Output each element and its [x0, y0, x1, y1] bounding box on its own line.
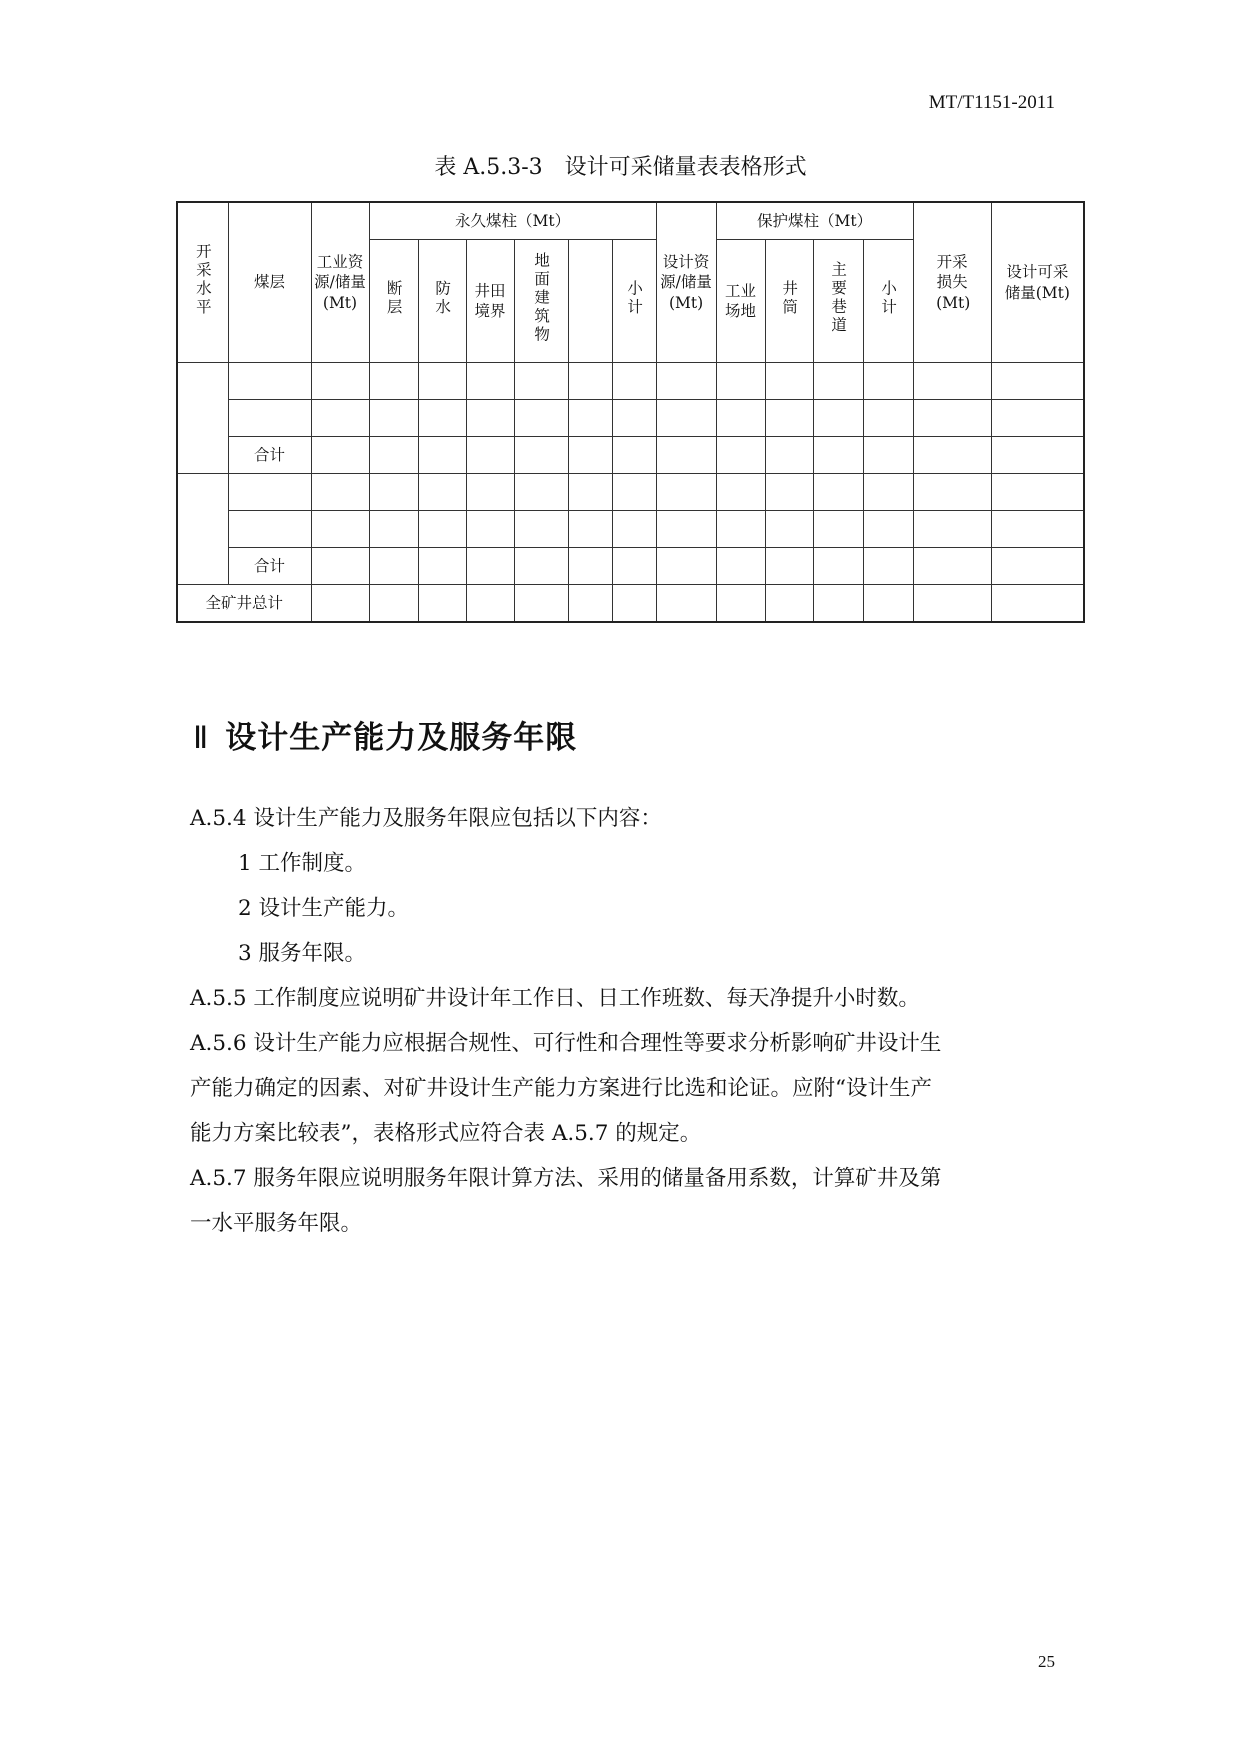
reserves-table-wrapper [176, 201, 1083, 623]
header-permanent-pillar: 永久煤柱（Mt） [369, 202, 656, 240]
header-main-roadway: 主要巷道 [813, 240, 863, 363]
header-shaft: 井筒 [765, 240, 813, 363]
section-number: Ⅱ [193, 720, 210, 755]
standard-code: MT/T1151-2011 [928, 92, 1055, 113]
clause-a56-line2: 产能力确定的因素、对矿井设计生产能力方案进行比选和论证。应附“设计生产 [190, 1076, 932, 1101]
header-coal-seam: 煤层 [228, 202, 311, 363]
header-subtotal: 小计 [612, 240, 656, 363]
section-title-text: 设计生产能力及服务年限 [225, 720, 578, 756]
list-item: 1 工作制度。 [238, 851, 367, 876]
header-protective-pillar: 保护煤柱（Mt） [716, 202, 913, 240]
header-blank [568, 240, 612, 363]
header-waterproof: 防水 [418, 240, 466, 363]
subtotal-row [177, 548, 1084, 585]
header-fault: 断层 [369, 240, 418, 363]
header-row-1 [177, 202, 1084, 240]
header-industrial-site: 工业场地 [716, 240, 765, 363]
clause-a57-line2: 一水平服务年限。 [190, 1211, 363, 1236]
header-mining-level: 开采水平 [177, 202, 228, 363]
subtotal-label: 合计 [228, 437, 311, 474]
table-row [177, 474, 1084, 511]
header-design-reserves: 设计资源/储量(Mt) [656, 202, 716, 363]
table-row [177, 511, 1084, 548]
header-surface-buildings: 地面建筑物 [514, 240, 568, 363]
list-item: 3 服务年限。 [238, 941, 367, 966]
mining-level-cell [177, 474, 228, 585]
clause-a56-line3: 能力方案比较表”，表格形式应符合表 A.5.7 的规定。 [190, 1121, 702, 1146]
section-heading [193, 712, 577, 757]
header-industrial-reserves: 工业资源/储量(Mt) [311, 202, 369, 363]
mining-level-cell [177, 363, 228, 474]
list-item: 2 设计生产能力。 [238, 896, 410, 921]
subtotal-label: 合计 [228, 548, 311, 585]
recoverable-reserves-table [176, 201, 1085, 623]
header-mining-loss: 开采损失(Mt) [913, 202, 991, 363]
clause-a56-line1: A.5.6 设计生产能力应根据合规性、可行性和合理性等要求分析影响矿井设计生 [190, 1031, 942, 1056]
subtotal-row [177, 437, 1084, 474]
grand-total-label: 全矿井总计 [177, 585, 311, 623]
header-field-boundary: 井田境界 [466, 240, 514, 363]
table-row [177, 363, 1084, 400]
body-text [190, 796, 1060, 1246]
table-row [177, 400, 1084, 437]
header-recoverable-reserves: 设计可采储量(Mt) [991, 202, 1084, 363]
header-subtotal-2: 小计 [863, 240, 913, 363]
clause-a55: A.5.5 工作制度应说明矿井设计年工作日、日工作班数、每天净提升小时数。 [190, 986, 920, 1011]
grand-total-row [177, 585, 1084, 623]
table-caption: 表 A.5.3-3 设计可采储量表表格形式 [434, 155, 807, 180]
clause-a57-line1: A.5.7 服务年限应说明服务年限计算方法、采用的储量备用系数，计算矿井及第 [190, 1166, 942, 1191]
page-number: 25 [1038, 1652, 1055, 1671]
clause-a54: A.5.4 设计生产能力及服务年限应包括以下内容： [190, 806, 662, 831]
